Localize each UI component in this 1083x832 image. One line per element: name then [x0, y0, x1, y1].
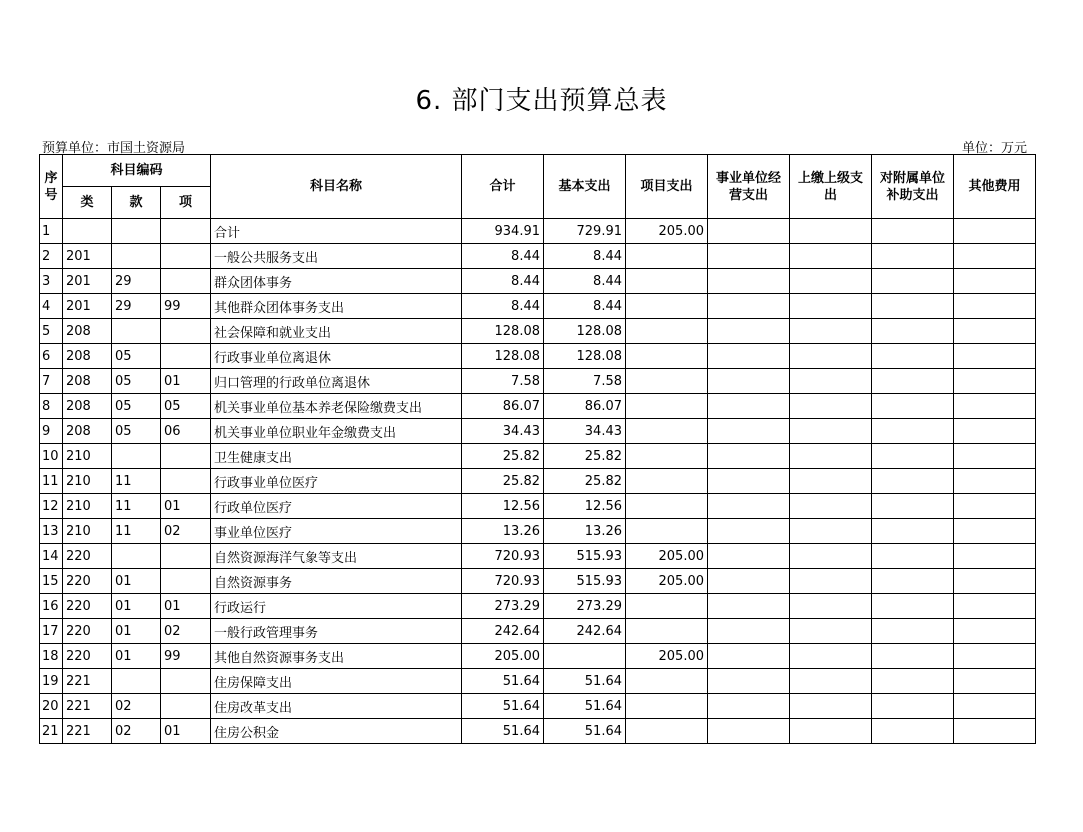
cell-seq: 14 [40, 544, 63, 569]
cell-seq: 5 [40, 319, 63, 344]
header-seq: 序号 [40, 155, 63, 219]
cell-subsidy [872, 619, 954, 644]
cell-seq: 9 [40, 419, 63, 444]
cell-lei: 208 [63, 394, 112, 419]
cell-kuan: 11 [112, 469, 161, 494]
cell-total: 242.64 [462, 619, 544, 644]
cell-project [626, 694, 708, 719]
cell-kuan: 02 [112, 719, 161, 744]
cell-business [708, 544, 790, 569]
currency-unit-label: 单位：万元 [961, 141, 1027, 156]
cell-project [626, 494, 708, 519]
cell-total: 7.58 [462, 369, 544, 394]
cell-upper [790, 719, 872, 744]
table-row [40, 719, 1036, 744]
cell-name: 自然资源事务 [211, 569, 462, 594]
table-row [40, 519, 1036, 544]
cell-name: 机关事业单位职业年金缴费支出 [211, 419, 462, 444]
table-header-row [40, 155, 1036, 187]
cell-xiang [161, 219, 211, 244]
cell-upper [790, 544, 872, 569]
cell-seq: 18 [40, 644, 63, 669]
cell-seq: 16 [40, 594, 63, 619]
cell-upper [790, 394, 872, 419]
cell-xiang [161, 444, 211, 469]
cell-name: 住房保障支出 [211, 669, 462, 694]
cell-other [954, 294, 1036, 319]
cell-basic: 51.64 [544, 694, 626, 719]
cell-name: 其他自然资源事务支出 [211, 644, 462, 669]
cell-name: 行政运行 [211, 594, 462, 619]
cell-upper [790, 519, 872, 544]
cell-seq: 10 [40, 444, 63, 469]
cell-xiang [161, 319, 211, 344]
cell-seq: 1 [40, 219, 63, 244]
cell-upper [790, 619, 872, 644]
cell-name: 行政事业单位离退休 [211, 344, 462, 369]
cell-basic [544, 644, 626, 669]
cell-name: 合计 [211, 219, 462, 244]
cell-subsidy [872, 594, 954, 619]
table-row [40, 369, 1036, 394]
cell-project [626, 294, 708, 319]
cell-lei: 208 [63, 319, 112, 344]
cell-lei: 208 [63, 344, 112, 369]
budget-unit-label: 预算单位：市国土资源局 [42, 141, 186, 156]
cell-project [626, 469, 708, 494]
cell-business [708, 619, 790, 644]
cell-name: 住房改革支出 [211, 694, 462, 719]
cell-xiang: 06 [161, 419, 211, 444]
cell-seq: 3 [40, 269, 63, 294]
cell-name: 机关事业单位基本养老保险缴费支出 [211, 394, 462, 419]
cell-business [708, 694, 790, 719]
header-code-group: 科目编码 [63, 155, 211, 187]
cell-project [626, 394, 708, 419]
cell-project: 205.00 [626, 219, 708, 244]
cell-total: 34.43 [462, 419, 544, 444]
cell-upper [790, 419, 872, 444]
cell-name: 群众团体事务 [211, 269, 462, 294]
cell-total: 51.64 [462, 694, 544, 719]
cell-other [954, 719, 1036, 744]
budget-table [39, 154, 1036, 744]
cell-basic: 8.44 [544, 244, 626, 269]
cell-basic: 242.64 [544, 619, 626, 644]
cell-project: 205.00 [626, 644, 708, 669]
cell-kuan: 11 [112, 519, 161, 544]
table-row [40, 394, 1036, 419]
cell-other [954, 269, 1036, 294]
cell-business [708, 344, 790, 369]
header-subsidy: 对附属单位补助支出 [872, 155, 954, 219]
cell-subsidy [872, 269, 954, 294]
cell-kuan: 01 [112, 594, 161, 619]
cell-other [954, 444, 1036, 469]
table-row [40, 619, 1036, 644]
cell-project [626, 419, 708, 444]
cell-total: 934.91 [462, 219, 544, 244]
cell-business [708, 394, 790, 419]
cell-other [954, 469, 1036, 494]
cell-total: 51.64 [462, 669, 544, 694]
cell-lei: 221 [63, 669, 112, 694]
cell-xiang [161, 344, 211, 369]
cell-upper [790, 469, 872, 494]
cell-basic: 273.29 [544, 594, 626, 619]
cell-xiang [161, 244, 211, 269]
table-row [40, 494, 1036, 519]
cell-subsidy [872, 469, 954, 494]
cell-project [626, 269, 708, 294]
cell-seq: 20 [40, 694, 63, 719]
cell-xiang: 02 [161, 519, 211, 544]
cell-subsidy [872, 394, 954, 419]
cell-subsidy [872, 369, 954, 394]
cell-basic: 12.56 [544, 494, 626, 519]
cell-lei: 208 [63, 369, 112, 394]
cell-basic: 25.82 [544, 469, 626, 494]
cell-business [708, 294, 790, 319]
cell-upper [790, 244, 872, 269]
table-row [40, 644, 1036, 669]
cell-business [708, 719, 790, 744]
cell-business [708, 269, 790, 294]
table-row [40, 694, 1036, 719]
cell-upper [790, 569, 872, 594]
cell-upper [790, 344, 872, 369]
cell-other [954, 369, 1036, 394]
cell-lei: 208 [63, 419, 112, 444]
cell-upper [790, 694, 872, 719]
cell-lei: 220 [63, 569, 112, 594]
cell-upper [790, 269, 872, 294]
cell-upper [790, 294, 872, 319]
cell-basic: 86.07 [544, 394, 626, 419]
cell-upper [790, 444, 872, 469]
cell-business [708, 444, 790, 469]
cell-project [626, 619, 708, 644]
cell-other [954, 519, 1036, 544]
cell-other [954, 619, 1036, 644]
cell-name: 自然资源海洋气象等支出 [211, 544, 462, 569]
cell-basic: 7.58 [544, 369, 626, 394]
table-body [40, 219, 1036, 744]
cell-xiang: 99 [161, 644, 211, 669]
cell-basic: 729.91 [544, 219, 626, 244]
cell-upper [790, 369, 872, 394]
cell-seq: 6 [40, 344, 63, 369]
cell-other [954, 419, 1036, 444]
cell-lei: 201 [63, 294, 112, 319]
cell-xiang: 01 [161, 719, 211, 744]
cell-project: 205.00 [626, 544, 708, 569]
cell-kuan [112, 544, 161, 569]
cell-total: 8.44 [462, 269, 544, 294]
cell-xiang [161, 569, 211, 594]
cell-other [954, 244, 1036, 269]
cell-kuan: 29 [112, 294, 161, 319]
cell-kuan: 02 [112, 694, 161, 719]
cell-upper [790, 219, 872, 244]
cell-total: 13.26 [462, 519, 544, 544]
cell-project [626, 519, 708, 544]
cell-business [708, 519, 790, 544]
cell-xiang: 99 [161, 294, 211, 319]
cell-name: 一般公共服务支出 [211, 244, 462, 269]
cell-name: 社会保障和就业支出 [211, 319, 462, 344]
cell-xiang: 05 [161, 394, 211, 419]
table-row [40, 469, 1036, 494]
cell-subsidy [872, 544, 954, 569]
cell-business [708, 369, 790, 394]
header-business: 事业单位经营支出 [708, 155, 790, 219]
header-other: 其他费用 [954, 155, 1036, 219]
header-kuan: 款 [112, 187, 161, 219]
cell-subsidy [872, 669, 954, 694]
cell-xiang [161, 694, 211, 719]
header-xiang: 项 [161, 187, 211, 219]
cell-seq: 13 [40, 519, 63, 544]
cell-seq: 7 [40, 369, 63, 394]
cell-other [954, 669, 1036, 694]
cell-project [626, 244, 708, 269]
cell-total: 128.08 [462, 344, 544, 369]
cell-basic: 515.93 [544, 569, 626, 594]
cell-basic: 25.82 [544, 444, 626, 469]
cell-name: 事业单位医疗 [211, 519, 462, 544]
cell-subsidy [872, 569, 954, 594]
cell-lei: 220 [63, 544, 112, 569]
cell-name: 归口管理的行政单位离退休 [211, 369, 462, 394]
cell-other [954, 569, 1036, 594]
table-row [40, 294, 1036, 319]
cell-business [708, 669, 790, 694]
cell-xiang [161, 469, 211, 494]
cell-subsidy [872, 519, 954, 544]
cell-xiang: 01 [161, 369, 211, 394]
header-upper: 上缴上级支出 [790, 155, 872, 219]
cell-business [708, 419, 790, 444]
cell-name: 卫生健康支出 [211, 444, 462, 469]
cell-project [626, 594, 708, 619]
cell-xiang [161, 269, 211, 294]
table-row [40, 444, 1036, 469]
cell-kuan: 29 [112, 269, 161, 294]
cell-kuan [112, 319, 161, 344]
cell-basic: 51.64 [544, 669, 626, 694]
cell-business [708, 319, 790, 344]
cell-upper [790, 669, 872, 694]
cell-total: 51.64 [462, 719, 544, 744]
cell-seq: 19 [40, 669, 63, 694]
cell-total: 25.82 [462, 469, 544, 494]
cell-subsidy [872, 494, 954, 519]
cell-kuan: 05 [112, 394, 161, 419]
cell-business [708, 644, 790, 669]
cell-name: 一般行政管理事务 [211, 619, 462, 644]
cell-project [626, 319, 708, 344]
cell-total: 25.82 [462, 444, 544, 469]
cell-basic: 8.44 [544, 294, 626, 319]
table-row [40, 344, 1036, 369]
cell-business [708, 569, 790, 594]
cell-seq: 17 [40, 619, 63, 644]
cell-project [626, 444, 708, 469]
cell-other [954, 694, 1036, 719]
cell-lei [63, 219, 112, 244]
cell-kuan: 11 [112, 494, 161, 519]
header-project: 项目支出 [626, 155, 708, 219]
cell-project [626, 669, 708, 694]
cell-project [626, 344, 708, 369]
cell-name: 其他群众团体事务支出 [211, 294, 462, 319]
page-title: 6. 部门支出预算总表 [415, 86, 668, 116]
cell-other [954, 319, 1036, 344]
table-row [40, 669, 1036, 694]
table-row [40, 269, 1036, 294]
cell-kuan [112, 219, 161, 244]
cell-lei: 201 [63, 269, 112, 294]
cell-business [708, 244, 790, 269]
table-row [40, 244, 1036, 269]
cell-subsidy [872, 444, 954, 469]
cell-kuan: 01 [112, 569, 161, 594]
cell-upper [790, 319, 872, 344]
cell-business [708, 469, 790, 494]
table-row [40, 594, 1036, 619]
cell-basic: 515.93 [544, 544, 626, 569]
cell-other [954, 394, 1036, 419]
header-basic: 基本支出 [544, 155, 626, 219]
table-row [40, 219, 1036, 244]
cell-name: 行政事业单位医疗 [211, 469, 462, 494]
cell-subsidy [872, 294, 954, 319]
cell-seq: 4 [40, 294, 63, 319]
cell-subsidy [872, 244, 954, 269]
cell-kuan: 05 [112, 369, 161, 394]
cell-business [708, 219, 790, 244]
cell-total: 8.44 [462, 244, 544, 269]
cell-lei: 201 [63, 244, 112, 269]
cell-basic: 128.08 [544, 319, 626, 344]
cell-lei: 210 [63, 469, 112, 494]
cell-lei: 220 [63, 644, 112, 669]
table-row [40, 319, 1036, 344]
cell-lei: 210 [63, 519, 112, 544]
cell-project: 205.00 [626, 569, 708, 594]
cell-total: 720.93 [462, 569, 544, 594]
cell-business [708, 494, 790, 519]
cell-subsidy [872, 219, 954, 244]
cell-project [626, 719, 708, 744]
cell-lei: 210 [63, 494, 112, 519]
cell-kuan: 01 [112, 619, 161, 644]
cell-seq: 12 [40, 494, 63, 519]
cell-kuan [112, 244, 161, 269]
table-row [40, 544, 1036, 569]
cell-lei: 210 [63, 444, 112, 469]
cell-subsidy [872, 344, 954, 369]
cell-other [954, 644, 1036, 669]
cell-kuan: 05 [112, 344, 161, 369]
cell-lei: 221 [63, 694, 112, 719]
cell-subsidy [872, 319, 954, 344]
cell-subsidy [872, 694, 954, 719]
cell-lei: 220 [63, 594, 112, 619]
cell-kuan: 05 [112, 419, 161, 444]
cell-total: 8.44 [462, 294, 544, 319]
cell-xiang: 01 [161, 494, 211, 519]
cell-lei: 221 [63, 719, 112, 744]
cell-basic: 34.43 [544, 419, 626, 444]
header-name: 科目名称 [211, 155, 462, 219]
table-row [40, 569, 1036, 594]
cell-other [954, 219, 1036, 244]
cell-seq: 2 [40, 244, 63, 269]
cell-project [626, 369, 708, 394]
cell-subsidy [872, 644, 954, 669]
cell-other [954, 544, 1036, 569]
cell-other [954, 344, 1036, 369]
cell-other [954, 494, 1036, 519]
cell-subsidy [872, 419, 954, 444]
table-row [40, 419, 1036, 444]
cell-upper [790, 594, 872, 619]
cell-upper [790, 494, 872, 519]
cell-xiang: 01 [161, 594, 211, 619]
cell-business [708, 594, 790, 619]
cell-basic: 8.44 [544, 269, 626, 294]
cell-seq: 21 [40, 719, 63, 744]
cell-seq: 8 [40, 394, 63, 419]
cell-kuan [112, 669, 161, 694]
cell-total: 720.93 [462, 544, 544, 569]
cell-seq: 11 [40, 469, 63, 494]
cell-kuan [112, 444, 161, 469]
cell-total: 86.07 [462, 394, 544, 419]
cell-basic: 51.64 [544, 719, 626, 744]
cell-xiang [161, 669, 211, 694]
cell-upper [790, 644, 872, 669]
cell-total: 128.08 [462, 319, 544, 344]
cell-name: 行政单位医疗 [211, 494, 462, 519]
cell-total: 12.56 [462, 494, 544, 519]
cell-kuan: 01 [112, 644, 161, 669]
cell-basic: 128.08 [544, 344, 626, 369]
cell-xiang [161, 544, 211, 569]
cell-name: 住房公积金 [211, 719, 462, 744]
cell-lei: 220 [63, 619, 112, 644]
cell-total: 205.00 [462, 644, 544, 669]
cell-other [954, 594, 1036, 619]
header-lei: 类 [63, 187, 112, 219]
cell-xiang: 02 [161, 619, 211, 644]
cell-total: 273.29 [462, 594, 544, 619]
header-total: 合计 [462, 155, 544, 219]
cell-basic: 13.26 [544, 519, 626, 544]
cell-seq: 15 [40, 569, 63, 594]
cell-subsidy [872, 719, 954, 744]
